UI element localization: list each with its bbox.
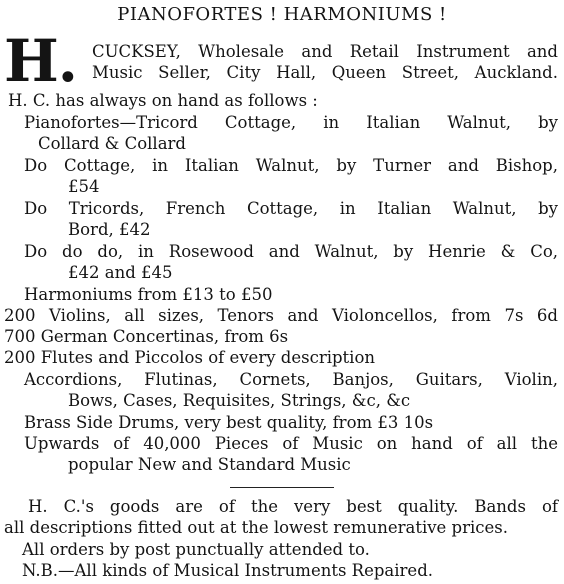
body-line: Bord, £42 xyxy=(68,220,151,239)
footer-line: all descriptions fitted out at the lowest remunerative prices. xyxy=(4,518,508,537)
body-line: Music Seller, City Hall, Queen Street, Auckland. xyxy=(92,63,558,82)
body-line: Do do do, in Rosewood and Walnut, by Henrie & Co, xyxy=(24,242,558,261)
ad-headline: PIANOFORTES ! HARMONIUMS ! xyxy=(117,4,447,25)
body-line: Bows, Cases, Requisites, Strings, &c, &c xyxy=(68,391,411,410)
body-line: £54 xyxy=(68,177,100,196)
body-line: popular New and Standard Music xyxy=(68,455,351,474)
body-line: Do Tricords, French Cottage, in Italian Walnut, by xyxy=(24,199,558,218)
drop-cap-initial: H. xyxy=(4,27,77,95)
divider-rule xyxy=(230,487,334,488)
body-line: CUCKSEY, Wholesale and Retail Instrument and xyxy=(92,42,558,61)
body-line: 200 Flutes and Piccolos of every description xyxy=(4,348,376,367)
footer-line: N.B.—All kinds of Musical Instruments Repaired. xyxy=(22,561,434,580)
footer-line: All orders by post punctually attended to. xyxy=(22,540,370,559)
body-line: 700 German Concertinas, from 6s xyxy=(4,327,289,346)
body-line: £42 and £45 xyxy=(68,263,173,282)
footer-line: H. C.'s goods are of the very best quality. Bands of xyxy=(28,497,558,516)
body-line: Brass Side Drums, very best quality, from £3 10s xyxy=(24,413,434,432)
body-line: H. C. has always on hand as follows : xyxy=(8,91,318,110)
body-line: Pianofortes—Tricord Cottage, in Italian Walnut, by xyxy=(24,113,558,132)
body-line: Collard & Collard xyxy=(38,134,186,153)
body-line: 200 Violins, all sizes, Tenors and Violoncellos, from 7s 6d xyxy=(4,306,558,325)
body-line: Accordions, Flutinas, Cornets, Banjos, Guitars, Violin, xyxy=(24,370,558,389)
body-line: Do Cottage, in Italian Walnut, by Turner and Bishop, xyxy=(24,156,558,175)
body-line: Upwards of 40,000 Pieces of Music on hand of all the xyxy=(24,434,558,453)
body-line: Harmoniums from £13 to £50 xyxy=(24,285,273,304)
